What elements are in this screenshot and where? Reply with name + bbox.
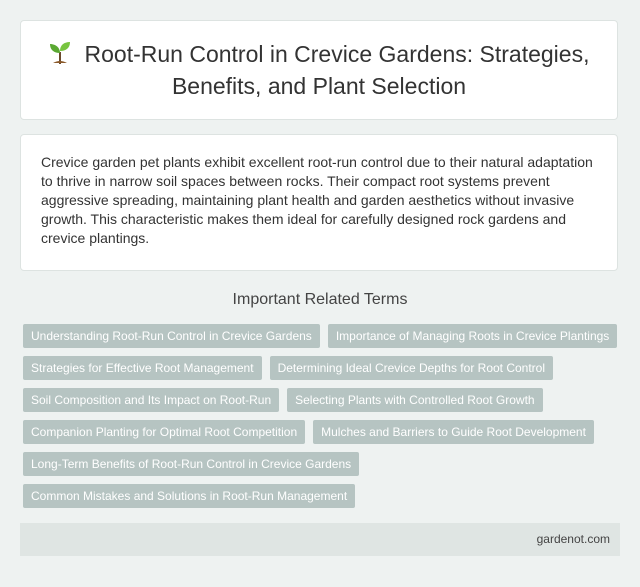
related-term-tag[interactable]: Selecting Plants with Controlled Root Growth	[287, 388, 542, 412]
header-card	[20, 20, 618, 120]
summary-text: Crevice garden pet plants exhibit excellent root-run control due to their natural adaptation to thrive in narrow soil spaces between rocks. Their compact root systems prevent aggressive spreading, maintaining plant health and garden aesthetics without invasive growth. This characteristic makes them ideal for carefully designed rock gardens and crevice plantings.	[41, 154, 593, 246]
related-term-tag[interactable]: Mulches and Barriers to Guide Root Development	[313, 420, 594, 444]
footer-site-link[interactable]: gardenot.com	[536, 532, 610, 546]
related-term-tag[interactable]: Soil Composition and Its Impact on Root-Run	[23, 388, 279, 412]
related-term-tag[interactable]: Companion Planting for Optimal Root Competition	[23, 420, 305, 444]
page-title	[21, 38, 617, 102]
related-term-tag[interactable]: Common Mistakes and Solutions in Root-Run Management	[23, 484, 355, 508]
related-term-tag[interactable]: Long-Term Benefits of Root-Run Control in Crevice Gardens	[23, 452, 359, 476]
sprout-icon	[49, 41, 71, 65]
related-term-tag[interactable]: Strategies for Effective Root Management	[23, 356, 262, 380]
related-term-tag[interactable]: Importance of Managing Roots in Crevice Plantings	[328, 324, 617, 348]
related-term-tag[interactable]: Understanding Root-Run Control in Crevice Gardens	[23, 324, 320, 348]
related-terms-heading: Important Related Terms	[232, 291, 408, 308]
related-terms-list	[23, 324, 623, 508]
summary-card	[20, 134, 618, 271]
footer	[20, 523, 620, 556]
page-title-text: Root-Run Control in Crevice Gardens: Strategies, Benefits, and Plant Selection	[84, 41, 590, 99]
related-term-tag[interactable]: Determining Ideal Crevice Depths for Root Control	[270, 356, 553, 380]
